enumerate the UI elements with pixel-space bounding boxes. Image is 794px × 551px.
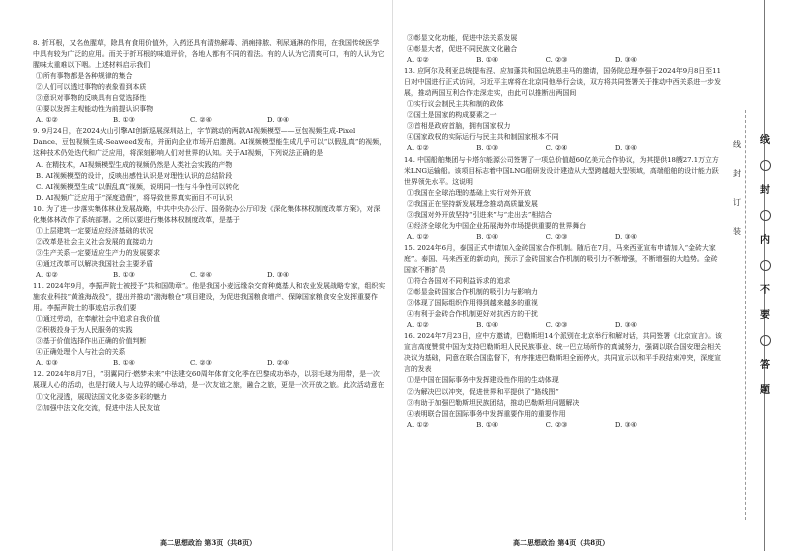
- statement: ①所有事物都是各种规律的集合: [36, 72, 133, 81]
- page-left: [0, 0, 393, 551]
- option-a: A. 在精技术，AI视频模型生成的视频仍然是人类社会实践的产物: [36, 160, 233, 169]
- question-stem: 14. 中国船舶集团与卡塔尔能源公司签署了一项总价值超60亿美元合作协议，为其提供18艘27.1万立方米LNG运输船。该项目标志着中国LNG船研发设计建造从大型跨越超大型领域，高端船舶的设计能力跃世界领先水平。这说明: [404, 155, 719, 186]
- answer-options: [404, 232, 722, 243]
- answer-options: [404, 420, 722, 431]
- seal-labels: [756, 135, 774, 410]
- option-d: D. AI视频广泛应用于“深度造假”，将导致世界真实面目不可认识: [36, 193, 233, 202]
- option-d: D. ③④: [614, 232, 637, 241]
- answer-options: [33, 115, 386, 126]
- statement: ②我国正在坚持新发展理念推动高质量发展: [407, 199, 538, 208]
- option-a: A. ①②: [36, 116, 58, 125]
- answer-options: [33, 270, 386, 281]
- seal-label: 装: [733, 227, 741, 236]
- seal-label: 答: [760, 360, 770, 371]
- question-15: [404, 243, 722, 331]
- statement: ④要以发挥主观能动性为前提认识事物: [36, 105, 154, 114]
- option-c: C. ②③: [545, 56, 568, 65]
- answer-options: [404, 55, 722, 66]
- statement: ③体现了国际组织作用得到越来越多的重视: [407, 299, 538, 308]
- option-a: A. ①②: [407, 321, 429, 330]
- statement: ③彰显文化功能，促进中法关系发展: [407, 34, 518, 42]
- statement: ④经济全球化为中国企业拓展海外市场提供重要的世界舞台: [407, 221, 587, 230]
- question-10: [33, 204, 386, 281]
- seal-label: 线: [760, 135, 770, 146]
- statement: ③基于价值选择作出正确的价值判断: [36, 337, 147, 346]
- statement: ②国土是国家的构成要素之一: [407, 111, 497, 120]
- option-d: D. ③④: [267, 116, 290, 125]
- statement: ②彰显金砖国家合作机制的吸引力与影响力: [407, 288, 538, 297]
- circle-icon: [760, 335, 771, 346]
- option-c: C. ②③: [545, 420, 568, 429]
- seal-label: 内: [760, 235, 770, 246]
- statement: ③生产关系一定要适应生产力的发展要求: [36, 248, 161, 257]
- page-footer: 高二思想政治 第4页（共8页）: [513, 538, 610, 547]
- option-c: C. ②④: [190, 270, 212, 279]
- option-a: A. ①②: [407, 56, 429, 65]
- question-stem: 13. 应阿尔及利亚总统提布涅、应加蓬共和国总统恩圭马的邀请，国务院总理李强于2024年9月8日至11日对中国进行正式访问，习近平主席将在北京同他举行会谈，双方将共同签署关于推动中西关系进一步发展，推动两国互利合作走深走实，由此可以推断出两国间: [404, 67, 721, 98]
- option-c: C. AI视频模型生成“以假乱真”视频，说明同一性与斗争性可以转化: [36, 182, 240, 191]
- option-c: C. ②③: [545, 232, 568, 241]
- statement: ④正确处理个人与社会的关系: [36, 348, 126, 357]
- statement: ①通过劳动，在奉献社会中追求自我价值: [36, 315, 161, 324]
- statement: ④通过改革可以解决我国社会主要矛盾: [36, 259, 154, 268]
- seal-label: 不: [760, 285, 770, 296]
- option-a: A. ①②: [36, 270, 58, 279]
- option-b: B. ①④: [113, 359, 135, 368]
- option-a: A. ①②: [407, 420, 429, 429]
- question-14: [404, 155, 722, 243]
- question-13: [404, 66, 722, 154]
- option-b: B. ①④: [476, 56, 499, 65]
- binding-margin: [726, 0, 794, 551]
- seal-label: 订: [733, 198, 741, 207]
- option-b: B. ①③: [476, 144, 499, 153]
- answer-options: [404, 143, 722, 154]
- option-c: C. ②④: [545, 144, 568, 153]
- small-seal-labels: [730, 140, 744, 256]
- circle-icon: [760, 210, 771, 221]
- page-right: [393, 0, 726, 551]
- question-stem: 8. 折耳根，又名鱼腥草，除具有食用价值外，入药还具有清热解毒、消痈排脓、利尿通淋的作用，在我国传统医学中具有较为广泛的应用。而关于折耳根的味道评价，各地人都有不同的看法。有的人认为它清爽可口，有的人认为它腥味太重难以下咽。上述材料启示我们: [33, 39, 385, 70]
- question-9: [33, 126, 386, 203]
- question-stem: 10. 为了进一步落实集体林业发展战略，中共中央办公厅、国务院办公厅印发《深化集体林权制度改革方案》，对深化集体林改作了系统部署。之所以要进行集体林权制度改革，是基于: [33, 204, 381, 224]
- question-stem: 11. 2024年9月，李振声院士被授予“共和国勋章”。他是我国小麦远缘杂交育种奠基人和农业发展战略专家，组织实施农业科技“黄淮海战役”，提出并推动“渤海粮仓”项目建设，为促进我国粮食增产、保障国家粮食安全发挥重要作用。李振声院士的事迹启示我们要: [33, 282, 386, 313]
- option-c: C. ②③: [545, 321, 568, 330]
- seal-label: 要: [760, 310, 770, 321]
- option-b: B. ①③: [113, 270, 135, 279]
- option-a: A. ①③: [36, 359, 58, 368]
- question-stem: 16. 2024年7月23日，应中方邀请，巴勒斯坦14个派别在北京举行和解对话，共同签署《北京宣言》。该宣言高度赞赏中国为支持巴勒斯坦人民民族事业、统一巴立场所作的真诚努力，强调以联合国安理会相关决议为基础，同意在联合国监督下，有序推进巴勒斯坦全面停火，共同宣示以和平手段结束冲突，深度宣言的发表: [404, 332, 722, 374]
- question-8: [33, 38, 386, 126]
- statement: ①文化浸透，展现法国文化多姿多彩的魅力: [36, 392, 167, 401]
- statement: ②积极投身于为人民服务的实践: [36, 326, 133, 335]
- statement: ②改革是社会主义社会发展的直接动力: [36, 237, 154, 246]
- statement: ①是中国在国际事务中发挥建设性作用的生动体现: [407, 376, 559, 385]
- answer-options: [33, 358, 386, 369]
- statement: ②人们可以透过事物的表象看到本质: [36, 83, 147, 92]
- statement: ②为解决巴以冲突，促进世界和平提供了“路线图”: [407, 387, 559, 396]
- cut-line: [745, 110, 746, 520]
- statement: ③我国对外开放坚持“引进来”与“走出去”相结合: [407, 210, 553, 219]
- option-a: A. ①②: [407, 144, 429, 153]
- option-b: B. ①③: [113, 116, 135, 125]
- statement: ④有利于金砖合作机制更好对抗西方的干扰: [407, 310, 538, 319]
- statement: ①我国在全球治理的基础上实行对外开放: [407, 188, 532, 197]
- statement: ④国家政权的实际运行与民主共和制国家根本不同: [407, 133, 559, 142]
- statement: ③首相是政府首脑，拥有国家权力: [407, 122, 511, 131]
- option-b: B. ①④: [476, 232, 499, 241]
- option-b: B. ①④: [476, 420, 499, 429]
- statement: ①实行议会制民主共和制的政体: [407, 100, 504, 109]
- question-12: [33, 369, 386, 413]
- answer-options: [404, 320, 722, 331]
- option-c: C. ②③: [190, 359, 212, 368]
- page-footer: 高二思想政治 第3页（共8页）: [160, 538, 257, 547]
- statement: ③意识对事物的反映具有自觉选择性: [36, 94, 147, 103]
- statement: ①符合各国对不同利益诉求的追求: [407, 277, 511, 286]
- circle-icon: [760, 160, 771, 171]
- option-d: D. ③④: [614, 56, 637, 65]
- option-d: D. ③④: [614, 321, 637, 330]
- option-b: B. AI视频模型的设计，反映出感性认识是对理性认识的总结阶段: [36, 171, 233, 180]
- question-stem: 12. 2024年8月7日，“羽翼同行·燃梦未来”中法建交60周年体育文化季在巴黎成功举办，以羽毛球为用带，是一次展现人心的活动，也是打破人与人边界的暖心举动，是一次友谊之旅，融合之旅，更是一次开放之旅。此次活动意在: [33, 370, 385, 390]
- question-16: [404, 331, 722, 430]
- statement: ④彰显大者，促进不同民族文化融合: [407, 45, 518, 54]
- option-d: D. ③④: [614, 144, 637, 153]
- statement: ④表明联合国在国际事务中发挥重要作用的重要作用: [407, 409, 566, 418]
- seal-label: 封: [760, 185, 770, 196]
- option-d: D. ③④: [267, 270, 290, 279]
- statement: ①上层建筑一定要适应经济基础的状况: [36, 226, 154, 235]
- option-b: B. ①④: [476, 321, 499, 330]
- statement: ③有助于加强巴勒斯坦民族团结，推动巴勒斯坦问题解决: [407, 398, 580, 407]
- question-stem: 9. 9月24日，在2024火山引擎AI创新巡展深圳站上，字节跳动的两款AI视频模型——豆包视频生成-Pixel Dance、豆包视频生成-Seaweed发布，并面向企业市场开启邀测。AI视频模型能生成几乎可以“以假乱真”的视频，这种技术仍处迭代和广泛应用，将深刻影响人们对世界的认知。关于AI视频，下列说法正确的是: [33, 127, 386, 158]
- question-11: [33, 281, 386, 369]
- statement: ②加强中法文化交流，促进中法人民友谊: [36, 403, 161, 412]
- question-12-continued: [404, 33, 722, 66]
- option-c: C. ②④: [190, 116, 212, 125]
- seal-label: 线: [733, 140, 741, 149]
- seal-label: 题: [760, 385, 770, 396]
- question-stem: 15. 2024年6月，泰国正式申请加入金砖国家合作机制。随后在7月，马来西亚宣布申请加入“金砖大家庭”。泰国、马来西亚的新动向，预示了金砖国家合作机制的吸引力不断增强，不断增强的大趋势。金砖国家不断扩员: [404, 243, 718, 274]
- circle-icon: [760, 260, 771, 271]
- option-a: A. ①②: [407, 232, 429, 241]
- option-d: D. ③④: [614, 420, 637, 429]
- seal-label: 封: [733, 169, 741, 178]
- option-d: D. ②④: [267, 359, 290, 368]
